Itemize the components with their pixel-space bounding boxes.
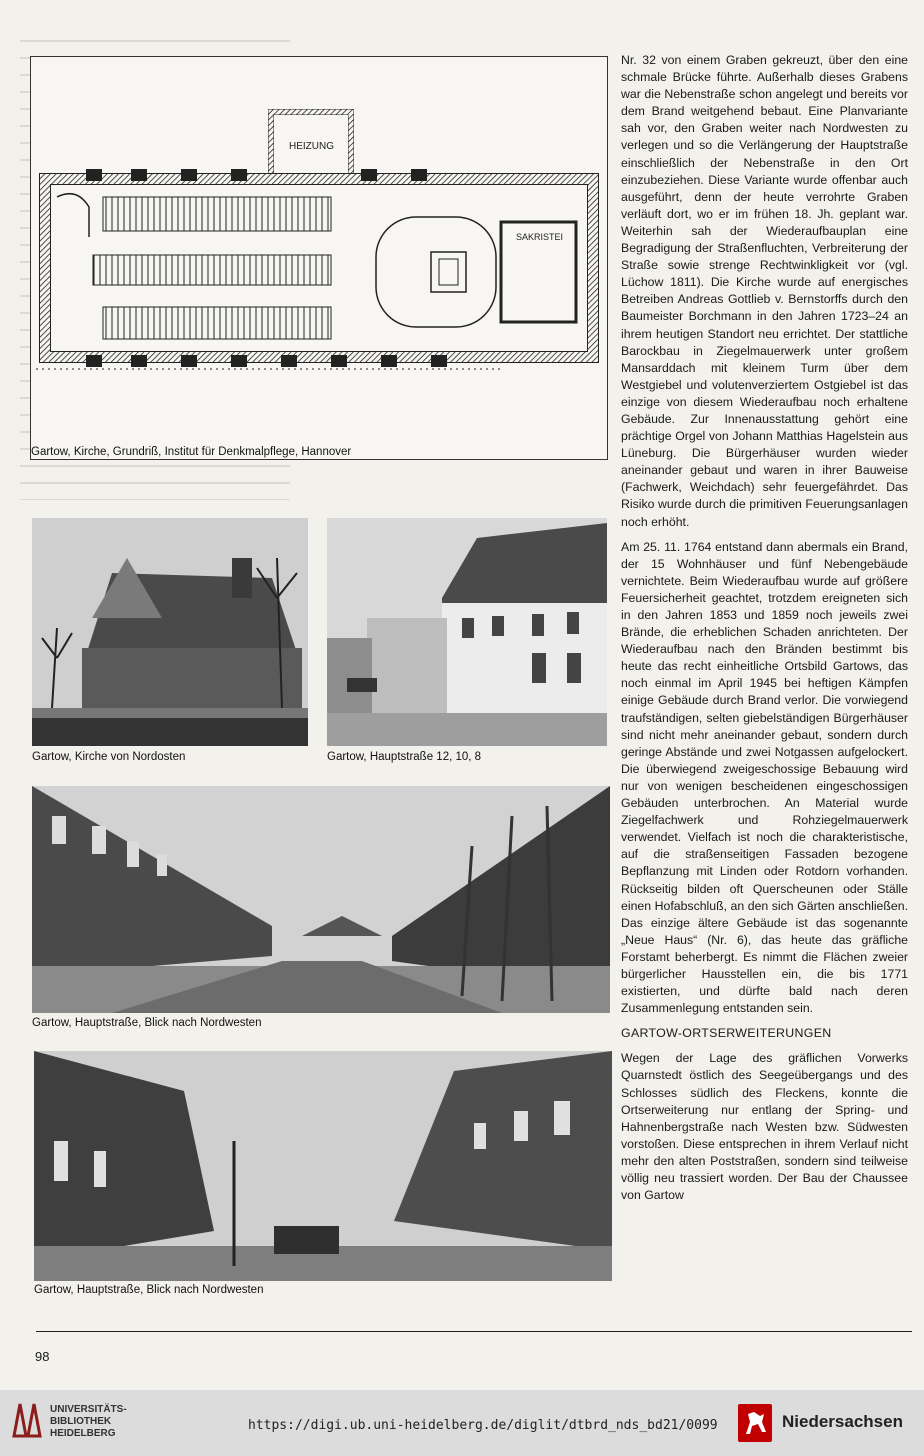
page-bottom-rule <box>36 1331 912 1332</box>
article-paragraph: Wegen der Lage des gräflichen Vorwerks Quarnstedt östlich des Seegeübergangs und des Schlosses südlich des Fleckens, konnte die Ortserweiterung nur entlang der Spring- und Hahnenbergstraße nach Westen bzw. Südwesten vorstoßen. Diese entsprechen in ihrem Verlauf nicht mehr den alten Poststraßen, sondern sind teilweise völlig neu trassiert worden. Der Bau der Chaussee von Gartow <box>621 1051 908 1203</box>
library-name-line3: HEIDELBERG <box>50 1428 116 1439</box>
plan-label-sacristy: SAKRISTEI <box>516 232 564 242</box>
library-name-line2: BIBLIOTHEK <box>50 1416 112 1427</box>
photo-hauptstrasse-houses <box>327 518 607 746</box>
photo2-caption: Gartow, Hauptstraße 12, 10, 8 <box>327 751 482 763</box>
digital-library-url[interactable]: https://digi.ub.uni-heidelberg.de/diglit/dtbrd_nds_bd21/0099 <box>248 1418 718 1433</box>
church-floor-plan <box>31 57 607 459</box>
article-paragraph: Am 25. 11. 1764 entstand dann abermals ein Brand, der 15 Wohnhäuser und fünf Nebengebäude vernichtete. Beim Wiederaufbau wurde auf größere Feuersicherheit geachtet, trotzdem ereigneten sich in den Jahren 1853 und 1859 noch jeweils zwei Brände, die erheblichen Schaden anrichteten. Der Wiederaufbau nach den Bränden bestimmt bis heute das recht einheitliche Ortsbild Gartows, das noch einmal im April 1945 bei heftigen Kämpfen einige Gebäude durch Brand verlor. Die vorwiegend traufständigen, selten giebelständigen Bürgerhäuser sind nicht mehr aneinander gebaut, sondern durch geringe Abstände und zwei Notgassen aufgelockert. Die überwiegend zweigeschossige Bebauung wird nur von wenigen bescheidenen eingeschossigen Gebäuden unterbrochen. An Material wurde Ziegelfachwerk und Rohziegelmauerwerk verwendet. Vielfach ist noch die charakteristische, auf die straßenseitigen Fassaden bezogene Bepflanzung mit Linden oder Rotdorn vorhanden. Rückseitig bilden oft Querscheunen oder Ställe einen Hofabschluß, an den sich Gärten anschließen. Das einzige ältere Gebäude ist das sogenannte „Neue Haus“ (Nr. 6), das heute das gräfliche Forstamt beherbergt. Es nimmt die Flächen zweier bürgerlicher Hausstellen ein, die bis 1771 existierten, und dürfte bald nach deren Zusammenlegung entstanden sein. <box>621 539 908 1016</box>
photo4-caption: Gartow, Hauptstraße, Blick nach Nordwesten <box>34 1284 264 1296</box>
lower-saxony-horse-icon <box>738 1404 772 1442</box>
article-text-column <box>621 52 908 1212</box>
photo1-caption: Gartow, Kirche von Nordosten <box>32 751 186 763</box>
page-number: 98 <box>35 1349 50 1364</box>
floor-plan-figure <box>30 56 608 460</box>
plan-label-heating: HEIZUNG <box>289 141 334 152</box>
photo-church-northeast <box>32 518 308 746</box>
plan-caption: Gartow, Kirche, Grundriß, Institut für Denkmalpflege, Hannover <box>31 446 352 458</box>
photo-hauptstrasse-street-1 <box>32 786 610 1013</box>
section-heading: GARTOW-ORTSERWEITERUNGEN <box>621 1026 832 1041</box>
university-library-logo[interactable] <box>10 1400 44 1440</box>
article-paragraph: Nr. 32 von einem Graben gekreuzt, über den eine schmale Brücke führte. Außerhalb dieses Grabens war die Nebenstraße schon angelegt und bereits vor dem Brand weitgehend bebaut. Eine Planvariante sah vor, den Graben weiter nach Nordwesten zu verlegen und so die Verlängerung der Hauptstraße einschließlich der Nebenstraße in den Ort einzubeziehen. Diese Variante wurde offenbar auch ausgeführt, denn der heute verrohrte Graben verläuft dort, wo er im frühen 18. Jh. geplant war. Weiterhin sah der Wiederaufbauplan eine Begradigung der Straßenfluchten, Verbreiterung der Straße sowie strenge Rechtwinkligkeit vor (vgl. Lüchow 1811). Die Kirche wurde auf energisches Betreiben Andreas Gottlieb v. Bernstorffs durch den Baumeister Borchmann in den Jahren 1723–24 an ihrem heutigen Standort neu errichtet. Der stattliche Barockbau in Ziegelmauerwerk unter großem Mansarddach mit kleinem Turm über dem Westgiebel und volutenverziertem Ostgiebel ist das einzige von diesem Wiederaufbau noch erhaltene Gebäude. Zur Innenausstattung gehört eine prächtige Orgel von Johann Matthias Hagelstein aus Lüneburg. Die Bürgerhäuser wurden wieder aneinander gebaut und waren in ihrer Bauweise (Fachwerk, Weichdach) sehr feuergefährdet. Das Risiko wurde durch die primitiven Feuerungsanlagen noch erhöht. <box>621 53 908 529</box>
state-name: Niedersachsen <box>782 1412 903 1431</box>
photo-hauptstrasse-street-2 <box>34 1051 612 1281</box>
photo3-caption: Gartow, Hauptstraße, Blick nach Nordwesten <box>32 1017 262 1029</box>
library-name-line1: UNIVERSITÄTS- <box>50 1404 127 1415</box>
footer-bar <box>0 1390 924 1456</box>
